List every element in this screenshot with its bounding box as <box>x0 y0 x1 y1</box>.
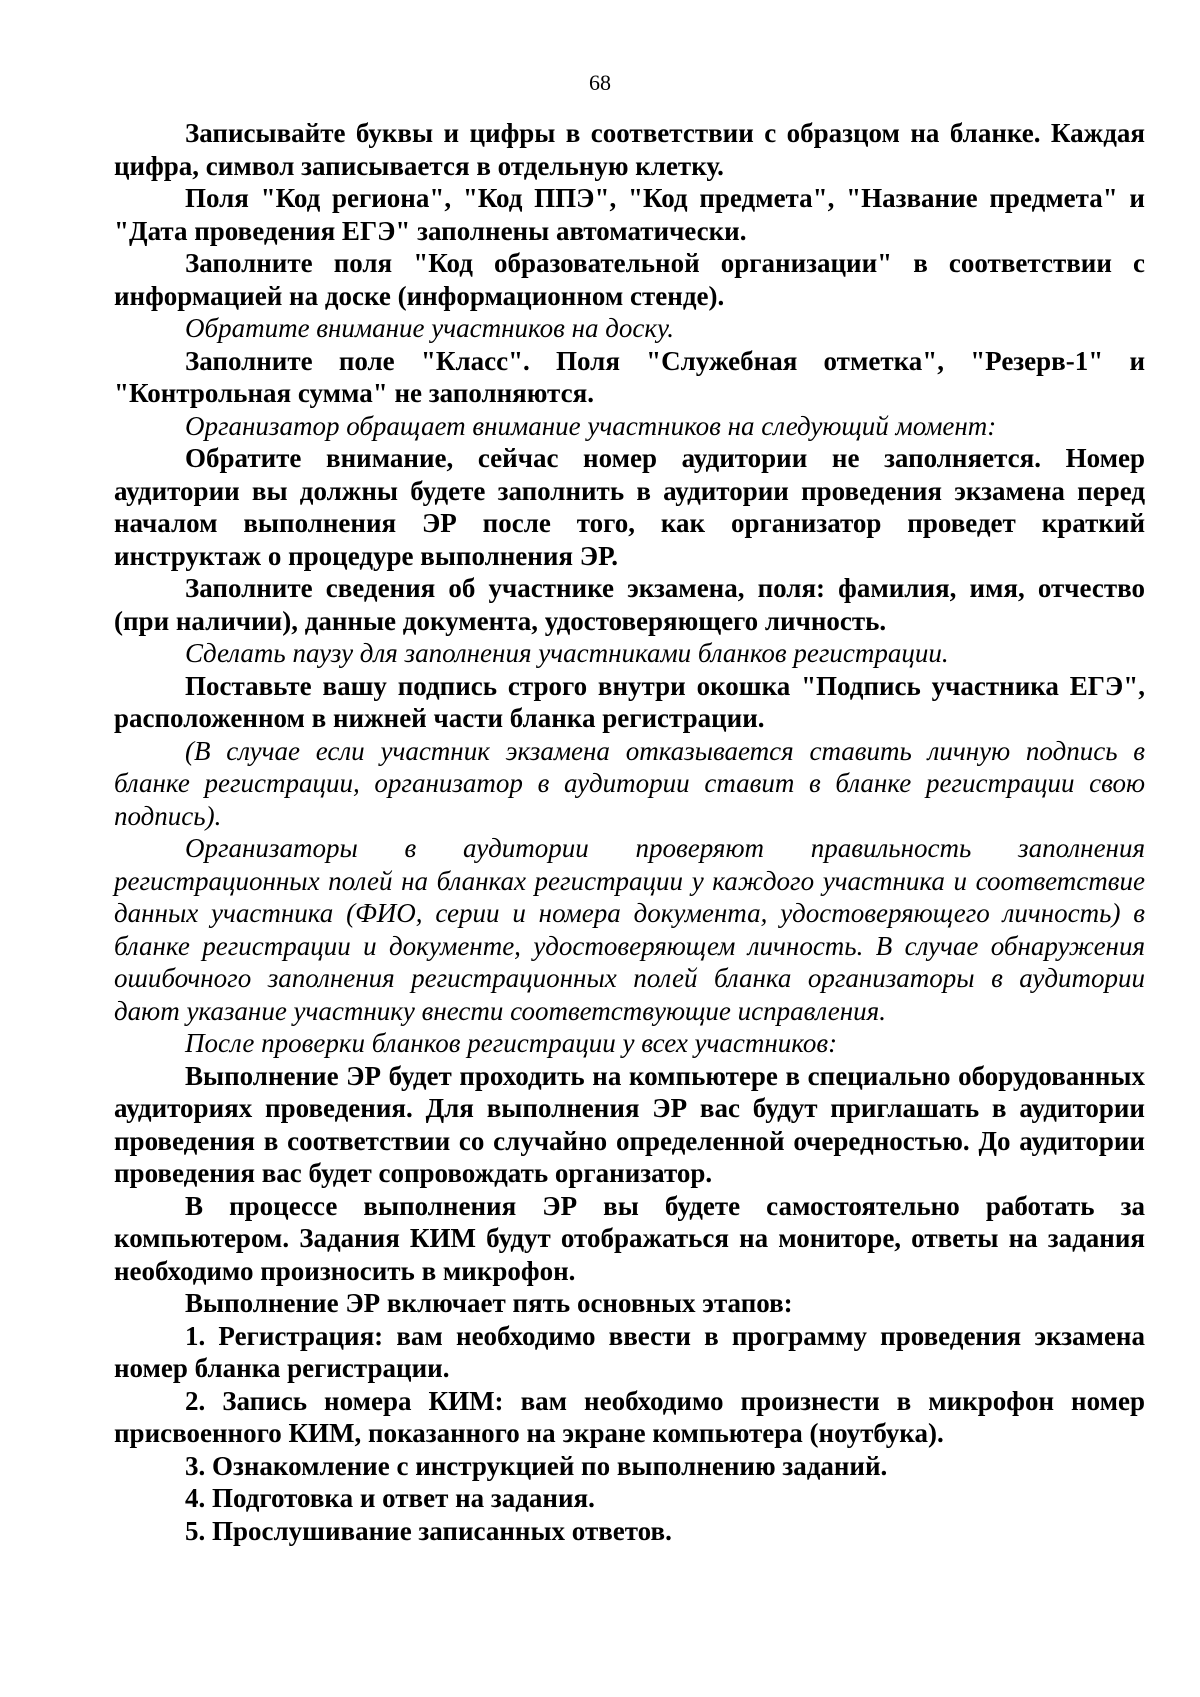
paragraph-2: Поля "Код региона", "Код ППЭ", "Код предмета", "Название предмета" и "Дата проведения ЕГЭ" заполнены автоматически. <box>114 183 1145 246</box>
paragraph-8: Заполните сведения об участнике экзамена, поля: фамилия, имя, отчество (при наличии), данные документа, удостоверяющего личность. <box>114 573 1145 636</box>
paragraph-16: Выполнение ЭР включает пять основных этапов: <box>185 1288 793 1318</box>
paragraph-17: 1. Регистрация: вам необходимо ввести в программу проведения экзамена номер бланка регистрации. <box>114 1320 1145 1383</box>
paragraph-13: После проверки бланков регистрации у всех участников: <box>185 1028 838 1058</box>
paragraph-21: 5. Прослушивание записанных ответов. <box>185 1515 672 1546</box>
paragraph-3: Заполните поля "Код образовательной организации" в соответствии с информацией на доске (информационном стенде). <box>114 248 1145 311</box>
paragraph-12: Организаторы в аудитории проверяют правильность заполнения регистрационных полей на бланках регистрации у каждого участника и соответствие данных участника (ФИО, серии и номера документа, удостоверяющего личность) в бланке регистрации и документе, удостоверяющем личность. В случае обнаружения ошибочного заполнения регистрационных полей бланка организаторы в аудитории дают указание участнику внести соответствующие исправления. <box>114 833 1145 1026</box>
paragraph-18: 2. Запись номера КИМ: вам необходимо произнести в микрофон номер присвоенного КИМ, показанного на экране компьютера (ноутбука). <box>114 1385 1145 1448</box>
paragraph-6: Организатор обращает внимание участников на следующий момент: <box>185 410 997 441</box>
paragraph-7: Обратите внимание, сейчас номер аудитории не заполняется. Номер аудитории вы должны будете заполнить в аудитории проведения экзамена перед началом выполнения ЭР после того, как организатор проведет краткий инструктаж о процедуре выполнения ЭР. <box>114 443 1145 571</box>
paragraph-20: 4. Подготовка и ответ на задания. <box>185 1483 595 1513</box>
paragraph-14: Выполнение ЭР будет проходить на компьютере в специально оборудованных аудиториях проведения. Для выполнения ЭР вас будут приглашать в аудитории проведения в соответствии со случайно определенной очередностью. До аудитории проведения вас будет сопровождать организатор. <box>114 1060 1145 1188</box>
paragraph-15: В процессе выполнения ЭР вы будете самостоятельно работать за компьютером. Задания КИМ будут отображаться на мониторе, ответы на задания необходимо произносить в микрофон. <box>114 1190 1145 1286</box>
paragraph-5: Заполните поле "Класс". Поля "Служебная отметка", "Резерв-1" и "Контрольная сумма" не заполняются. <box>114 345 1145 408</box>
paragraph-4: Обратите внимание участников на доску. <box>185 313 675 343</box>
paragraph-10: Поставьте вашу подпись строго внутри окошка "Подпись участника ЕГЭ", расположенном в нижней части бланка регистрации. <box>114 670 1145 733</box>
document-body <box>114 117 1145 1547</box>
paragraph-1: Записывайте буквы и цифры в соответствии с образцом на бланке. Каждая цифра, символ записывается в отдельную клетку. <box>114 118 1145 181</box>
paragraph-11: (В случае если участник экзамена отказывается ставить личную подпись в бланке регистрации, организатор в аудитории ставит в бланке регистрации свою подпись). <box>114 735 1145 831</box>
paragraph-19: 3. Ознакомление с инструкцией по выполнению заданий. <box>185 1450 888 1481</box>
page-number: 68 <box>589 70 611 95</box>
paragraph-9: Сделать паузу для заполнения участниками бланков регистрации. <box>185 638 949 668</box>
